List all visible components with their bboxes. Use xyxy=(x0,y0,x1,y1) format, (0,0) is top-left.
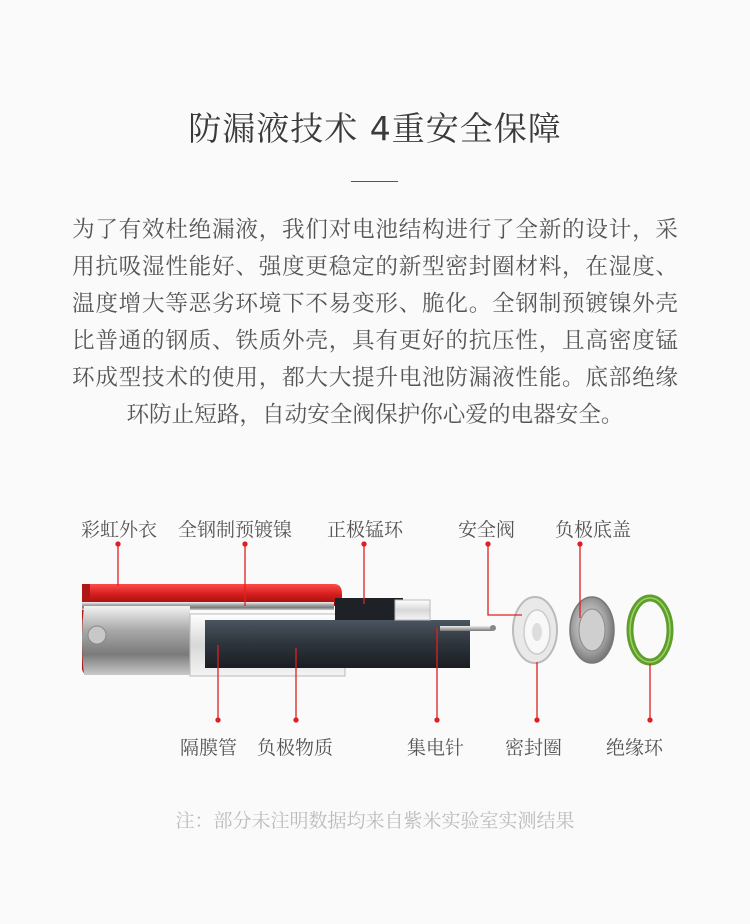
anode-material-part xyxy=(205,620,470,668)
label-cathode-ring: 正极锰环 xyxy=(327,519,404,541)
label-separator: 隔膜管 xyxy=(180,737,238,759)
label-collector-pin: 集电针 xyxy=(407,737,465,759)
label-safety-valve: 安全阀 xyxy=(458,519,516,541)
description-paragraph: 为了有效杜绝漏液，我们对电池结构进行了全新的设计，采用抗吸湿性能好、强度更稳定的新型密封圈材料，在湿度、温度增大等恶劣环境下不易变形、脆化。全钢制预镀镍外壳比普通的钢质、铁质外壳，具有更好的抗压性，且高密度锰环成型技术的使用，都大大提升电池防漏液性能。底部绝缘环防止短路，自动安全阀保护你心爱的电器安全。 xyxy=(72,217,678,428)
label-seal-ring: 密封圈 xyxy=(505,737,563,759)
negative-cap-part xyxy=(570,597,614,663)
label-rainbow-coat: 彩虹外衣 xyxy=(81,519,158,541)
label-steel-shell: 全钢制预镀镍 xyxy=(178,519,293,541)
label-negative-cap: 负极底盖 xyxy=(555,519,632,541)
label-insulation-ring: 绝缘环 xyxy=(606,737,664,759)
footnote: 注：部分未注明数据均来自紫米实验室实测结果 xyxy=(175,810,575,832)
insulation-ring-part xyxy=(630,598,670,662)
battery-exploded-diagram xyxy=(0,540,750,735)
label-anode-material: 负极物质 xyxy=(257,737,334,759)
page-title: 防漏液技术 4重安全保障 xyxy=(188,109,562,148)
title-divider xyxy=(351,181,398,182)
cathode-ring-part xyxy=(335,598,430,620)
safety-valve-part xyxy=(513,597,557,663)
